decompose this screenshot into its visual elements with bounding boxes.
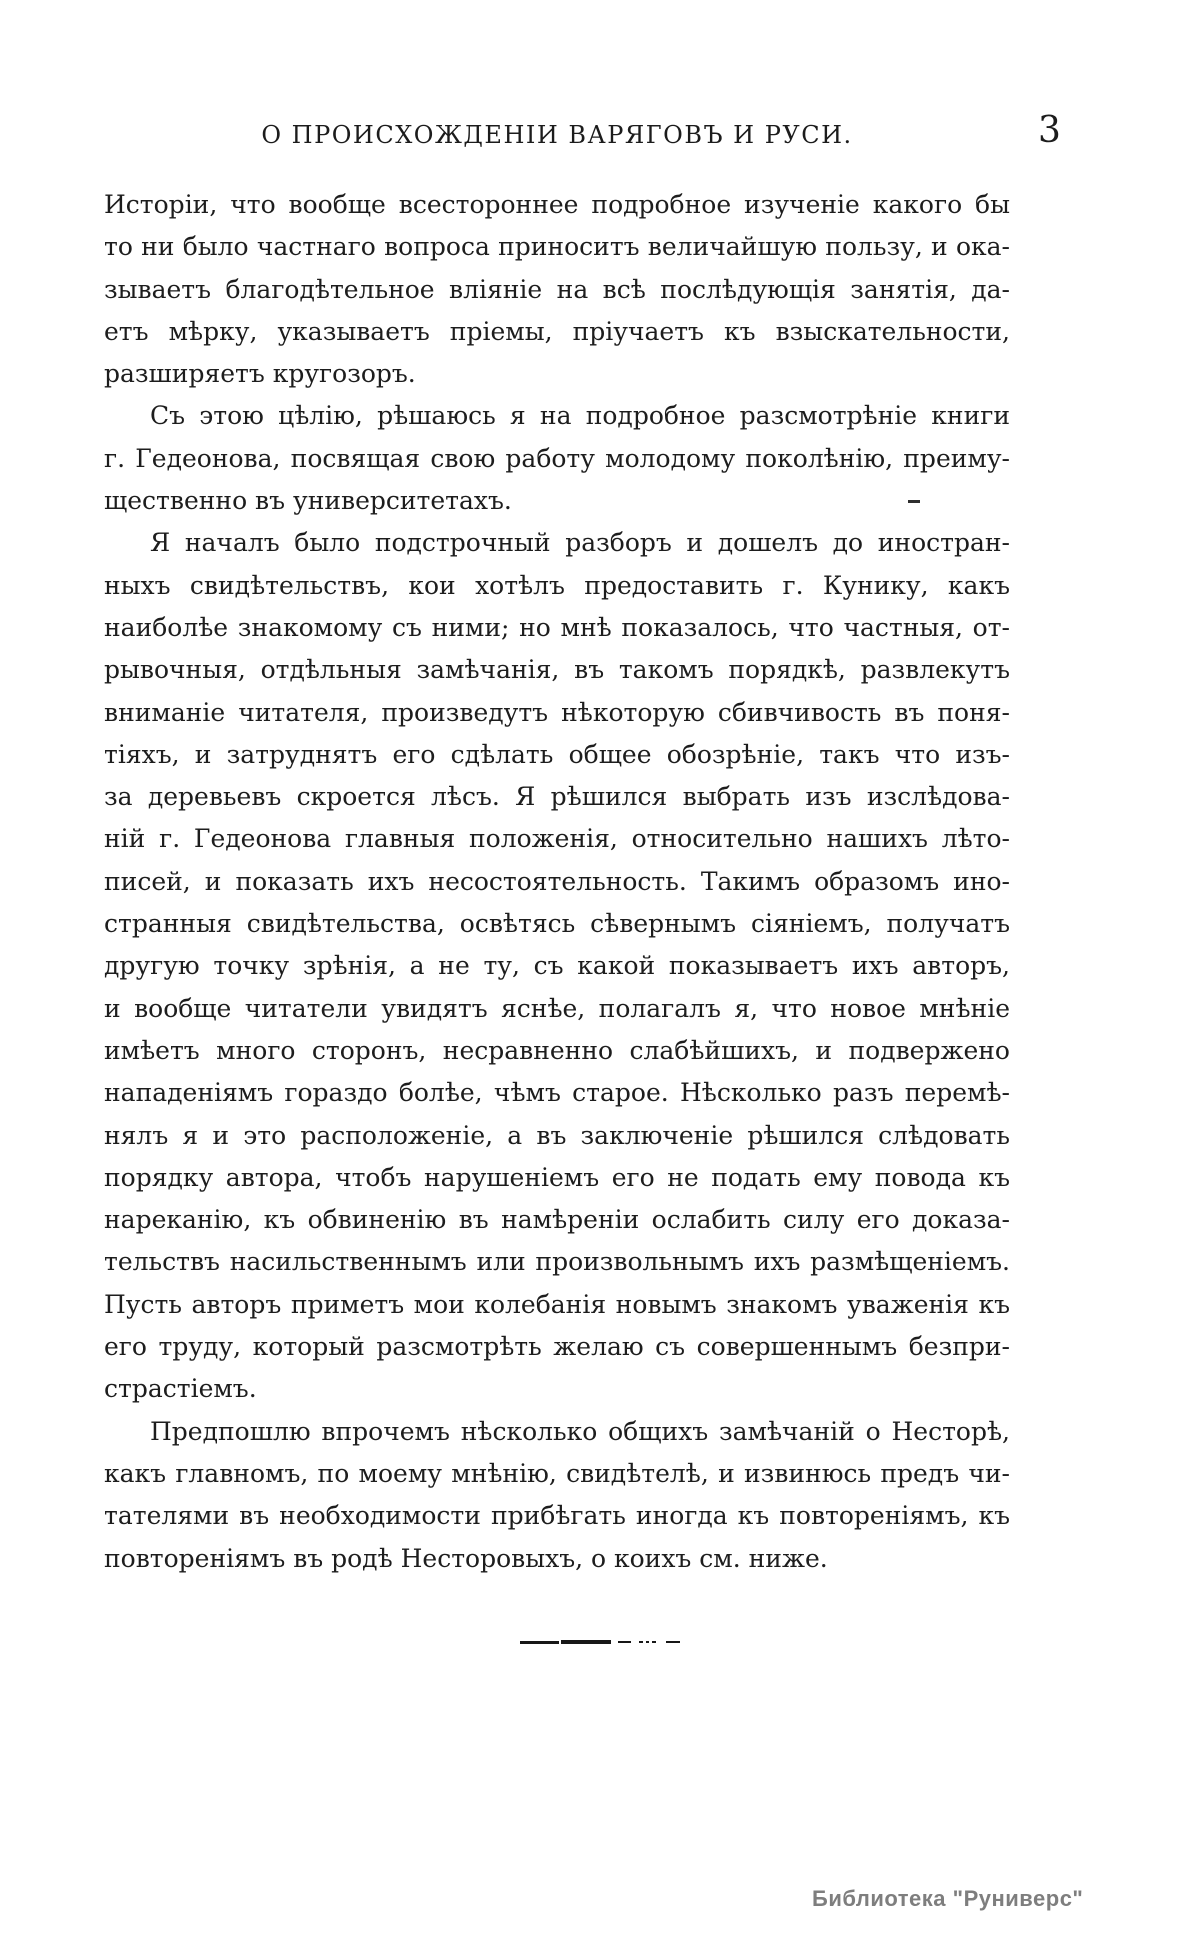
- text-line: наиболѣе знакомому съ ними; но мнѣ показалось, что частныя, от-: [104, 612, 1010, 642]
- text-line: нападеніямъ гораздо болѣе, чѣмъ старое. Нѣсколько разъ перемѣ-: [104, 1078, 1010, 1108]
- text-line: ній г. Гедеонова главныя положенія, относительно нашихъ лѣто-: [104, 824, 1010, 854]
- text-line: какъ главномъ, по моему мнѣнію, свидѣтелѣ, и извинюсь предъ чи-: [104, 1458, 1010, 1488]
- text-line: его труду, который разсмотрѣть желаю съ совершеннымъ безпри-: [104, 1332, 1010, 1362]
- divider-segment: [639, 1641, 643, 1643]
- library-watermark: Библиотека "Руниверс": [812, 1886, 1084, 1911]
- text-line: страстіемъ.: [104, 1374, 257, 1404]
- divider-segment: [618, 1641, 631, 1643]
- text-line: Съ этою цѣлію, рѣшаюсь я на подробное разсмотрѣніе книги: [150, 401, 1010, 431]
- text-line: повтореніямъ въ родѣ Несторовыхъ, о коихъ см. ниже.: [104, 1543, 828, 1573]
- text-line: Исторіи, что вообще всестороннее подробное изученіе какого бы: [104, 190, 1010, 219]
- text-line: тельствъ насильственнымъ или произвольнымъ ихъ размѣщеніемъ.: [104, 1247, 1010, 1277]
- text-line: нялъ я и это расположеніе, а въ заключеніе рѣшился слѣдовать: [104, 1120, 1010, 1150]
- section-divider: [520, 1639, 680, 1645]
- text-line: имѣетъ много сторонъ, несравненно слабѣйшихъ, и подвержено: [104, 1035, 1010, 1065]
- text-line: за деревьевъ скроется лѣсъ. Я рѣшился выбрать изъ изслѣдова-: [104, 782, 1010, 812]
- divider-segment: [666, 1641, 680, 1643]
- text-line: странныя свидѣтельства, освѣтясь сѣвернымъ сіяніемъ, получатъ: [104, 909, 1010, 939]
- text-line: тателями въ необходимости прибѣгать иногда къ повтореніямъ, къ: [104, 1501, 1010, 1531]
- text-block: [104, 184, 1010, 1580]
- divider-segment: [646, 1641, 650, 1643]
- text-line: тіяхъ, и затруднятъ его сдѣлать общее обозрѣніе, такъ что изъ-: [104, 739, 1010, 769]
- divider-segment: [561, 1640, 612, 1644]
- page-number: 3: [1038, 110, 1061, 151]
- scan-artifact-dash: [908, 500, 920, 503]
- text-line: Я началъ было подстрочный разборъ и дошелъ до иностран-: [150, 528, 1010, 558]
- text-line: Предпошлю впрочемъ нѣсколько общихъ замѣчаній о Несторѣ,: [150, 1416, 1010, 1446]
- text-line: рывочныя, отдѣльныя замѣчанія, въ такомъ порядкѣ, развлекутъ: [104, 655, 1010, 685]
- text-line: вниманіе читателя, произведутъ нѣкоторую сбивчивость въ поня-: [104, 697, 1010, 727]
- text-line: порядку автора, чтобъ нарушеніемъ его не подать ему повода къ: [104, 1162, 1010, 1192]
- text-line: то ни было частнаго вопроса приноситъ величайшую пользу, и ока-: [104, 232, 1010, 262]
- running-title: О ПРОИСХОЖДЕНІИ ВАРЯГОВЪ И РУСИ.: [261, 121, 853, 149]
- text-line: писей, и показать ихъ несостоятельность. Такимъ образомъ ино-: [104, 866, 1010, 896]
- text-line: Пусть авторъ приметъ мои колебанія новымъ знакомъ уваженія къ: [104, 1289, 1010, 1319]
- text-line: нареканію, къ обвиненію въ намѣреніи ослабить силу его доказа-: [104, 1205, 1010, 1235]
- text-line: г. Гедеонова, посвящая свою работу молодому поколѣнію, преиму-: [104, 443, 1010, 473]
- divider-segment: [520, 1641, 559, 1644]
- text-line: другую точку зрѣнія, а не ту, съ какой показываетъ ихъ авторъ,: [104, 951, 1010, 981]
- divider-segment: [652, 1641, 656, 1643]
- text-line: етъ мѣрку, указываетъ пріемы, пріучаетъ къ взыскательности,: [104, 316, 1010, 346]
- text-line: щественно въ университетахъ.: [104, 486, 512, 516]
- text-line: ныхъ свидѣтельствъ, кои хотѣлъ предоставить г. Кунику, какъ: [104, 570, 1010, 600]
- text-line: зываетъ благодѣтельное вліяніе на всѣ послѣдующія занятія, да-: [104, 274, 1010, 304]
- text-line: разширяетъ кругозоръ.: [104, 359, 416, 389]
- text-line: и вообще читатели увидятъ яснѣе, полагалъ я, что новое мнѣніе: [104, 993, 1010, 1023]
